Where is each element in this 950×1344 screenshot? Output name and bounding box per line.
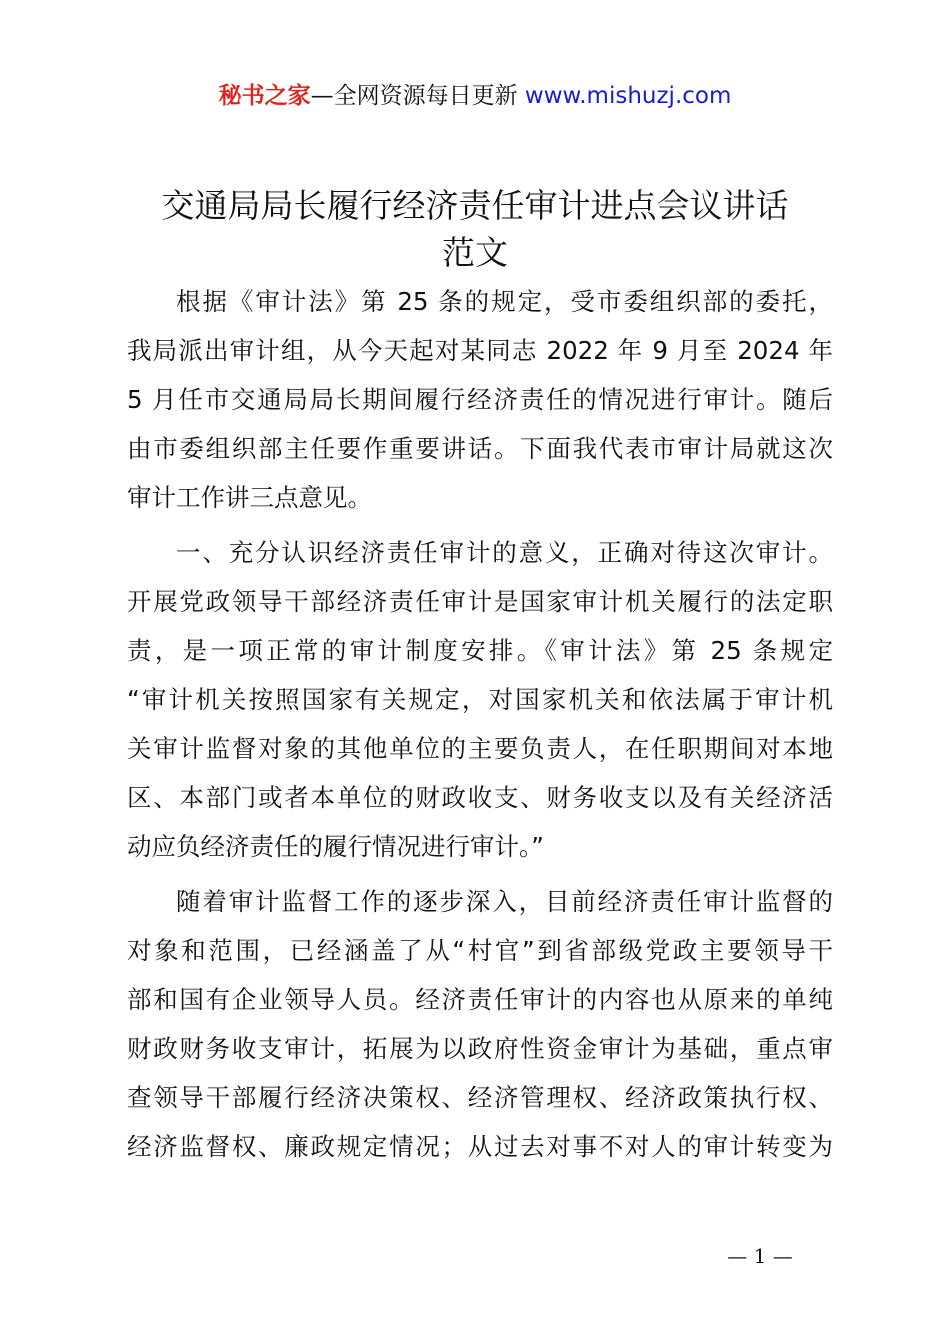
paragraph-line: 对象和范围，已经涵盖了从“村官”到省部级党政主要领导干 — [127, 936, 833, 965]
site-tagline: —全网资源每日更新 — [310, 83, 518, 109]
paragraph-line: 动应负经济责任的履行情况进行审计。” — [127, 832, 544, 861]
brand-name: 秘书之家 — [218, 83, 311, 109]
paragraph-line: 责，是一项正常的审计制度安排。《审计法》第 25 条规定 — [127, 636, 833, 665]
paragraph-line: 我局派出审计组，从今天起对某同志 2022 年 9 月至 2024 年 — [127, 336, 833, 365]
title-line: 交通局局长履行经济责任审计进点会议讲话 — [161, 186, 789, 225]
site-url-link[interactable]: www.mishuzj.com — [524, 83, 732, 109]
paragraph-line: 关审计监督对象的其他单位的主要负责人，在任职期间对本地 — [127, 734, 833, 763]
paragraph-line: 5 月任市交通局局长期间履行经济责任的情况进行审计。随后 — [127, 385, 833, 414]
paragraph-line: 查领导干部履行经济决策权、经济管理权、经济政策执行权、 — [127, 1083, 833, 1112]
document-body — [127, 277, 833, 1171]
paragraph-line: 区、本部门或者本单位的财政收支、财务收支以及有关经济活 — [127, 783, 833, 812]
paragraph-line: 开展党政领导干部经济责任审计是国家审计机关履行的法定职 — [127, 587, 833, 616]
page-number: — 1 — — [727, 1244, 793, 1268]
document-title — [100, 182, 850, 276]
paragraph-line: 一、充分认识经济责任审计的意义，正确对待这次审计。 — [176, 538, 833, 567]
title-line: 范文 — [442, 233, 508, 272]
site-header — [0, 80, 950, 112]
paragraph-line: 经济监督权、廉政规定情况；从过去对事不对人的审计转变为 — [127, 1132, 833, 1161]
paragraph-line: 随着审计监督工作的逐步深入，目前经济责任审计监督的 — [176, 887, 833, 916]
paragraph-line: 由市委组织部主任要作重要讲话。下面我代表市审计局就这次 — [127, 434, 833, 463]
paragraph-line: “审计机关按照国家有关规定，对国家机关和依法属于审计机 — [127, 685, 833, 714]
paragraph-line: 财政财务收支审计，拓展为以政府性资金审计为基础，重点审 — [127, 1034, 833, 1063]
paragraph-line: 审计工作讲三点意见。 — [127, 483, 372, 512]
paragraph-line: 根据《审计法》第 25 条的规定，受市委组织部的委托， — [176, 287, 833, 316]
paragraph-line: 部和国有企业领导人员。经济责任审计的内容也从原来的单纯 — [127, 985, 833, 1014]
